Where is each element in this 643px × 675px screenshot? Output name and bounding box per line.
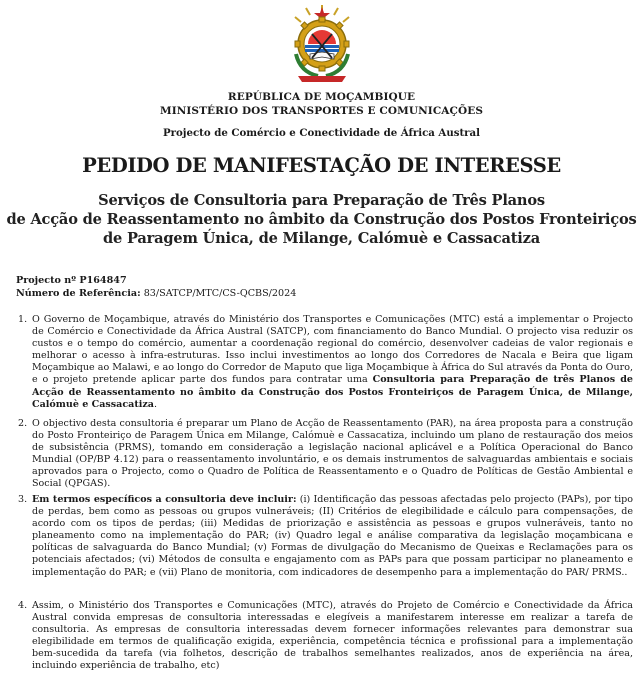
paragraph-4	[18, 600, 633, 673]
paragraph-body: (i) Identificação das pessoas afectadas pelo projecto (PAPs), por tipo de perdas, bem como as pessoas ou grupos vulneráveis; (II) Critérios de elegibilidade e cálculo para compensações, de acordo com os tipos de perdas; (iii) Medidas de priorização e assistência as pessoas e grupos vulneráveis, tanto no planeamento como na implementação do PAR; (iv) Quadro legal e análise comparativa da legislação moçambicana e políticas de salvaguarda do Banco Mundial; (v) Formas de divulgação do Mecanismo de Queixas e Reclamações para os potenciais afectados; (vi) Métodos de consulta e engajamento com as PAPs para que possam participar no planeamento e implementação do PAR; e (vii) Plano de monitoria, com indicadores de desempenho para a implementação do PAR/ PRMS..	[32, 494, 633, 578]
paragraph-text	[32, 494, 633, 579]
reference-value: 83/SATCP/MTC/CS-QCBS/2024	[143, 288, 297, 299]
paragraph-3	[18, 494, 633, 579]
paragraph-text: O objectivo desta consultoria é preparar um Plano de Acção de Reassentamento (PAR), na área proposta para a construção do Posto Fronteiriço de Paragem Única em Milange, Calómuè e Cassacatiza, incluindo um plano de restauração dos meios de subsistência (PRMS), tomando em consideração a legislação nacional aplicável e a Política Operacional do Banco Mundial (OP/BP 4.12) para o reassentamento involuntário, e os demais instrumentos de salvaguardas ambientais e sociais aprovados para o Projecto, como o Quadro de Política de Reassentamento e o Quadro de Políticas de Gestão Ambiental e Social (QPGAS).	[32, 418, 633, 490]
document-title: PEDIDO DE MANIFESTAÇÃO DE INTERESSE	[82, 154, 561, 177]
paragraph-emphasis: Em termos específicos a consultoria deve incluir:	[32, 494, 297, 505]
country-name: REPÚBLICA DE MOÇAMBIQUE	[227, 91, 416, 103]
reference-label: Número de Referência:	[16, 288, 141, 299]
paragraph-1	[18, 314, 633, 411]
project-name: Projecto de Comércio e Conectividade de África Austral	[162, 127, 481, 139]
paragraph-end: .	[153, 398, 158, 410]
reference-number	[16, 288, 296, 299]
paragraph-number: 2.	[18, 418, 28, 429]
paragraph-number: 4.	[18, 600, 28, 611]
subtitle-line-3: de Paragem Única, de Milange, Calómuè e Cassacatiza	[103, 230, 540, 247]
subtitle-line-1: Serviços de Consultoria para Preparação de Três Planos	[98, 192, 545, 209]
project-number: Projecto nº P164847	[16, 275, 127, 286]
subtitle-line-2: de Acção de Reassentamento no âmbito da Construção dos Postos Fronteiriços	[6, 211, 637, 228]
paragraph-number: 1.	[18, 314, 28, 325]
paragraph-text: Assim, o Ministério dos Transportes e Comunicações (MTC), através do Projeto de Comércio e Conectividade da África Austral convida empresas de consultoria interessadas e elegíveis a manifestarem interesse em realizar a tarefa de consultoria. As empresas de consultoria interessadas devem fornecer informações relevantes para demonstrar sua elegibilidade em termos de qualificação exigida, experiência, competência técnica e profissional para a implementação bem-sucedida da tarefa (via folhetos, descrição de trabalhos semelhantes realizados, anos de experiência na área, incluindo experiência de trabalho, etc)	[32, 600, 633, 672]
paragraph-number: 3.	[18, 494, 28, 505]
paragraph-2	[18, 418, 633, 491]
mozambique-coat-of-arms-icon	[288, 4, 356, 86]
paragraph-text	[32, 314, 633, 411]
paragraph-emphasis: Consultoria para Preparação de três Planos de Acção de Reassentamento no âmbito da Construção dos Postos Fronteiriços de Paragem Única, de Milange, Calómuè e Cassacatiza	[32, 374, 633, 410]
paragraph-body: O Governo de Moçambique, através do Ministério dos Transportes e Comunicações (MTC) está a implementar o Projecto de Comércio e Conectividade da África Austral (SATCP), com financiamento do Banco Mundial. O projecto visa reduzir os custos e o tempo do comércio, aumentar a coordenação regional do comércio, desenvolver cadeias de valor regionais e melhorar o acesso à infra-estruturas. Isso inclui investimentos ao longo dos Corredores de Nacala e Beira que ligam Moçambique ao Malawi, e ao longo do Corredor de Maputo que liga Moçambique à África do Sul através da Ponta do Ouro, e o projeto pretende aplicar parte dos fundos para contratar uma	[32, 314, 633, 386]
ministry-name: MINISTÉRIO DOS TRANSPORTES E COMUNICAÇÕES	[159, 105, 484, 117]
